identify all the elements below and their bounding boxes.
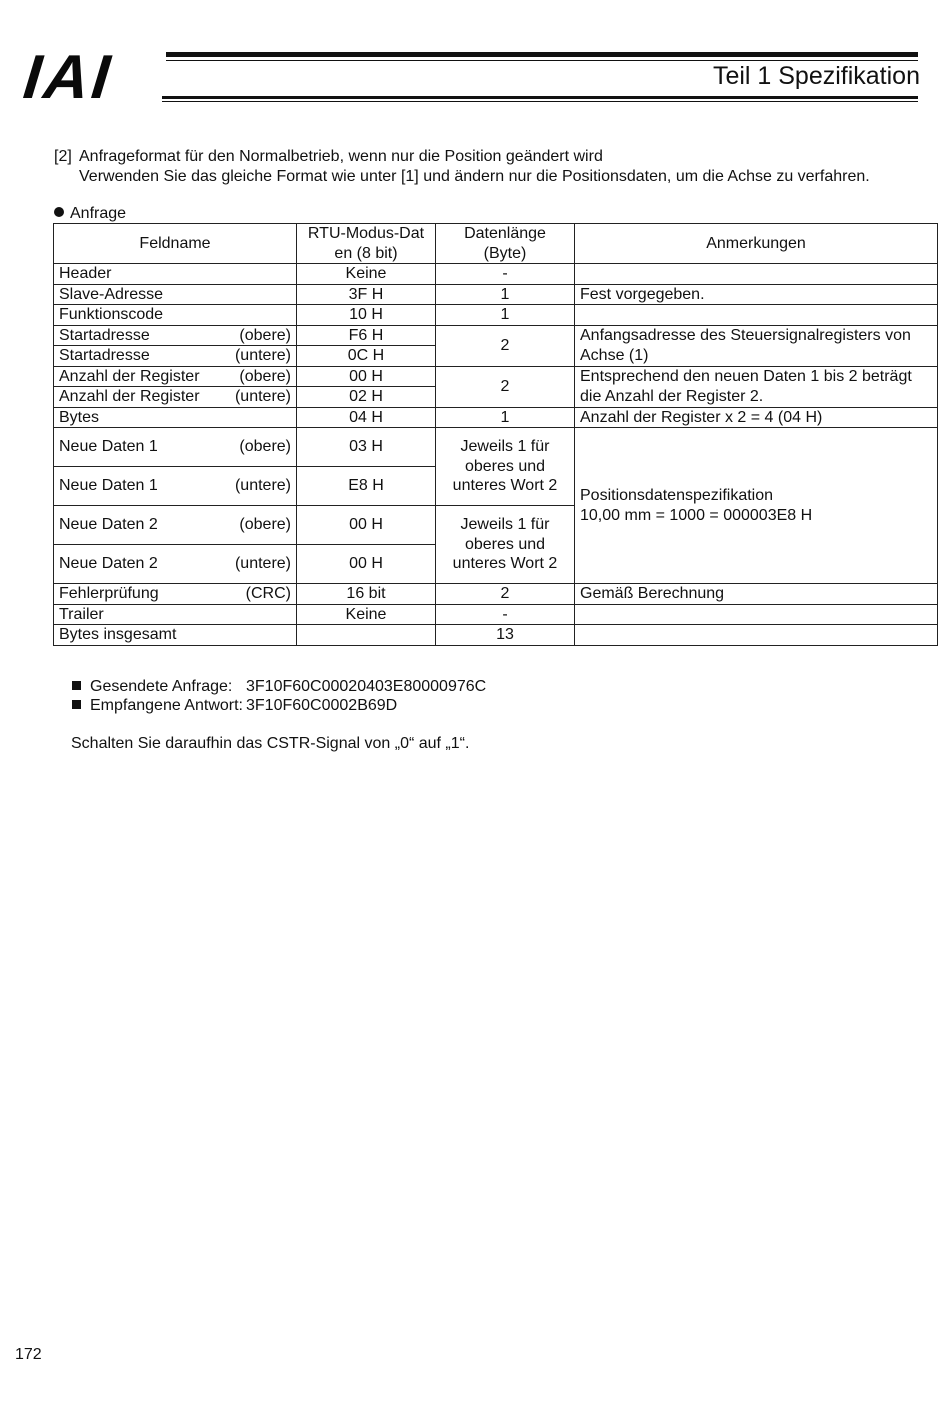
intro-line-2: Verwenden Sie das gleiche Format wie unter [1] und ändern nur die Positionsdaten, um die Achse zu verfahren. — [79, 168, 870, 185]
square-bullet-icon — [72, 700, 81, 709]
field-name: Neue Daten 2 — [59, 555, 158, 573]
field-name: Anzahl der Register — [59, 388, 200, 405]
cell-remark — [575, 305, 938, 326]
cell-length: Jeweils 1 für oberes und unteres Wort 2 — [436, 428, 575, 506]
field-qualifier: (obere) — [239, 326, 291, 344]
cell-length: 2 — [436, 325, 575, 366]
cell-rtu: 3F H — [297, 284, 436, 305]
square-bullet-icon — [72, 681, 81, 690]
intro-number: [2] — [54, 148, 72, 165]
table-row — [54, 264, 938, 285]
field-qualifier: (CRC) — [245, 585, 291, 602]
field-qualifier: (obere) — [239, 367, 291, 385]
cell-remark: Gemäß Berechnung — [575, 584, 938, 605]
field-qualifier: (untere) — [234, 477, 291, 495]
cell-remark: Fest vorgegeben. — [575, 284, 938, 305]
cell-rtu: 02 H — [297, 387, 436, 408]
page-number: 172 — [15, 1346, 42, 1363]
table-header-row — [54, 224, 938, 264]
table-row — [54, 305, 938, 326]
col-header-length: Datenlänge (Byte) — [436, 224, 575, 264]
field-name: Startadresse — [59, 326, 150, 344]
cell-length: - — [436, 264, 575, 285]
cell-field — [54, 366, 297, 387]
received-response-line — [72, 696, 397, 716]
table-row — [54, 366, 938, 387]
field-name: Anzahl der Register — [59, 367, 200, 385]
field-name: Neue Daten 1 — [59, 477, 158, 495]
cell-field: Bytes — [54, 407, 297, 428]
cell-field — [54, 467, 297, 506]
table-row — [54, 407, 938, 428]
cell-remark: Anzahl der Register x 2 = 4 (04 H) — [575, 407, 938, 428]
field-qualifier: (obere) — [239, 516, 291, 534]
cell-length: 13 — [436, 625, 575, 646]
cell-rtu: Keine — [297, 604, 436, 625]
cell-field: Bytes insgesamt — [54, 625, 297, 646]
cell-length: Jeweils 1 für oberes und unteres Wort 2 — [436, 506, 575, 584]
table-row — [54, 604, 938, 625]
header-rule — [166, 52, 918, 57]
field-qualifier: (untere) — [234, 388, 291, 405]
col-header-field: Feldname — [54, 224, 297, 264]
cell-rtu: 04 H — [297, 407, 436, 428]
cell-length: 1 — [436, 305, 575, 326]
cell-remark — [575, 428, 938, 584]
request-label: Anfrage — [70, 205, 127, 222]
field-qualifier: (untere) — [234, 347, 291, 364]
header-rule-bottom — [162, 96, 918, 99]
cell-rtu: 0C H — [297, 346, 436, 367]
cell-length: 2 — [436, 584, 575, 605]
cell-remark: Entsprechend den neuen Daten 1 bis 2 beträgt die Anzahl der Register 2. — [575, 366, 938, 407]
table-row — [54, 284, 938, 305]
cell-length: 1 — [436, 407, 575, 428]
cell-field: Header — [54, 264, 297, 285]
cell-field — [54, 325, 297, 346]
field-qualifier: (untere) — [234, 555, 291, 573]
cell-field — [54, 428, 297, 467]
field-qualifier: (obere) — [239, 438, 291, 456]
table-row — [54, 325, 938, 346]
cell-rtu: 03 H — [297, 428, 436, 467]
cell-rtu: Keine — [297, 264, 436, 285]
col-header-remarks: Anmerkungen — [575, 224, 938, 264]
field-name: Neue Daten 1 — [59, 438, 158, 456]
sent-request-value: 3F10F60C00020403E80000976C — [246, 678, 487, 695]
cell-field — [54, 346, 297, 367]
received-response-value: 3F10F60C0002B69D — [246, 697, 398, 714]
cell-field — [54, 506, 297, 545]
cell-remark: Anfangsadresse des Steuersignalregisters von Achse (1) — [575, 325, 938, 366]
cell-length: - — [436, 604, 575, 625]
cell-rtu: E8 H — [297, 467, 436, 506]
request-format-table — [53, 223, 938, 646]
cell-length: 1 — [436, 284, 575, 305]
table-row — [54, 428, 938, 467]
cell-rtu: 00 H — [297, 506, 436, 545]
remark-line-1: Positionsdatenspezifikation — [580, 487, 774, 504]
section-title: Teil 1 Spezifikation — [712, 62, 920, 90]
cell-rtu: 00 H — [297, 545, 436, 584]
cell-field — [54, 584, 297, 605]
field-name: Startadresse — [59, 347, 150, 364]
cell-remark — [575, 604, 938, 625]
table-row — [54, 584, 938, 605]
cell-rtu: 00 H — [297, 366, 436, 387]
sent-request-label: Gesendete Anfrage: — [90, 678, 233, 695]
received-response-label: Empfangene Antwort: — [90, 697, 243, 714]
cell-remark — [575, 625, 938, 646]
cell-field: Trailer — [54, 604, 297, 625]
cell-rtu: F6 H — [297, 325, 436, 346]
closing-instruction: Schalten Sie daraufhin das CSTR-Signal von „0“ auf „1“. — [71, 735, 470, 752]
intro-line-1: Anfrageformat für den Normalbetrieb, wenn nur die Position geändert wird — [79, 148, 603, 165]
bullet-dot-icon — [54, 207, 64, 217]
cell-field — [54, 545, 297, 584]
cell-rtu — [297, 625, 436, 646]
sent-request-line — [72, 677, 486, 697]
cell-length: 2 — [436, 366, 575, 407]
field-name: Neue Daten 2 — [59, 516, 158, 534]
header-rule-bottom-thin — [162, 101, 918, 102]
iai-logo: IAI — [20, 43, 116, 112]
cell-remark — [575, 264, 938, 285]
remark-line-2: 10,00 mm = 1000 = 000003E8 H — [580, 506, 813, 524]
table-row — [54, 625, 938, 646]
cell-rtu: 16 bit — [297, 584, 436, 605]
cell-field: Funktionscode — [54, 305, 297, 326]
cell-rtu: 10 H — [297, 305, 436, 326]
intro-paragraph — [54, 147, 870, 187]
col-header-rtu: RTU-Modus-Dat en (8 bit) — [297, 224, 436, 264]
cell-field — [54, 387, 297, 408]
request-heading — [54, 204, 126, 224]
field-name: Fehlerprüfung — [59, 585, 159, 602]
cell-field: Slave-Adresse — [54, 284, 297, 305]
